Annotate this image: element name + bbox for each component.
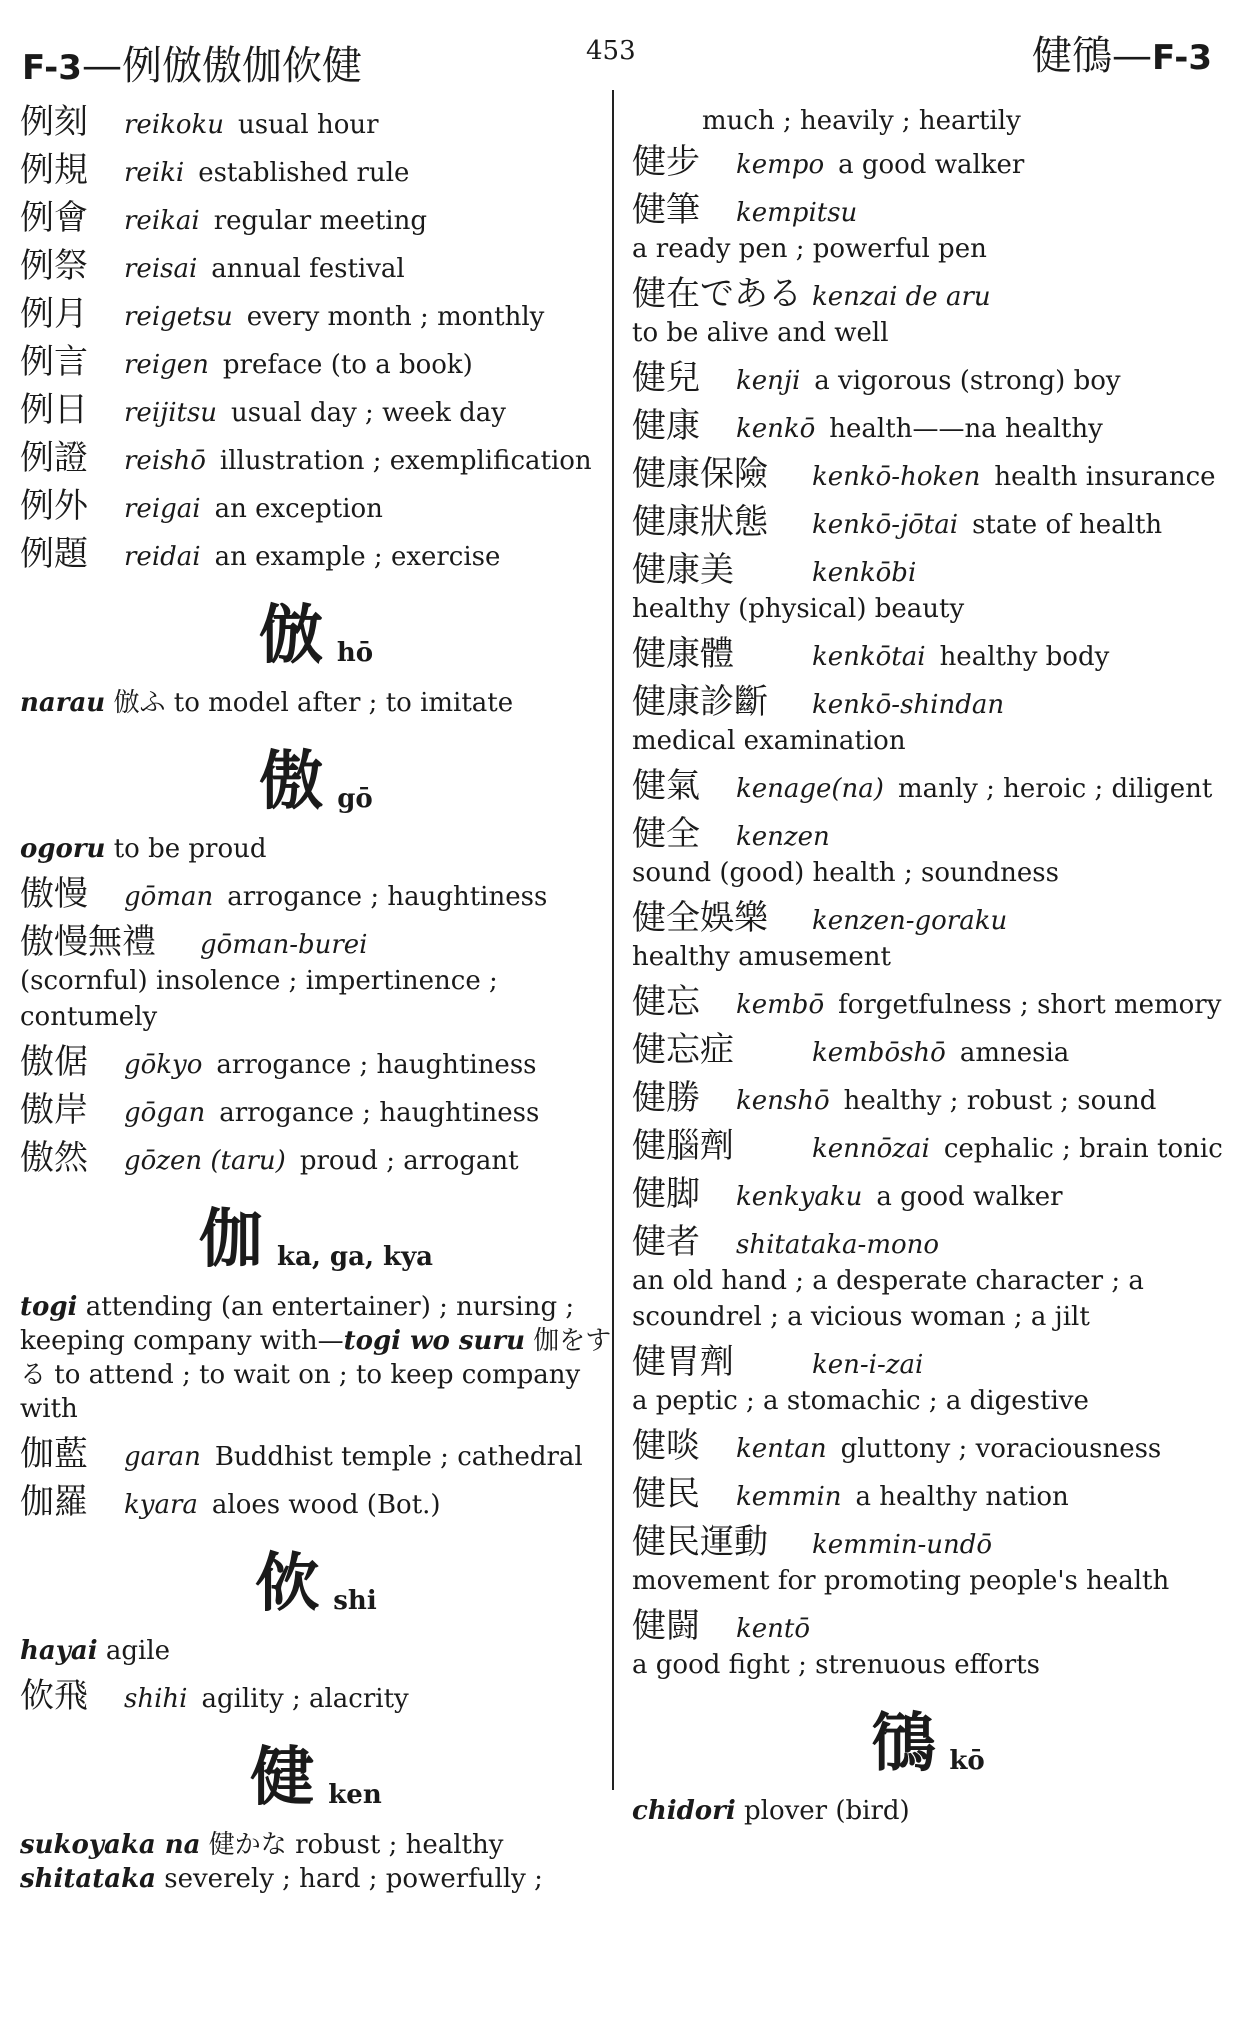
entry-definition: arrogance ; haughtiness (227, 882, 548, 912)
entry-kanji: 健康診斷 (632, 682, 768, 722)
headword-ken: 健ken (250, 1741, 382, 1815)
dictionary-entry (20, 1044, 612, 1083)
dictionary-entry (20, 152, 612, 191)
entry-romaji: kenji (736, 366, 801, 396)
entry-definition: an example ; exercise (214, 542, 501, 572)
entry-definition: a good walker (838, 150, 1025, 180)
dictionary-entry (632, 1476, 1224, 1515)
dictionary-entry (632, 408, 1224, 447)
entry-romaji: kenkyaku (736, 1182, 863, 1212)
entry-definition: a ready pen ; powerful pen (632, 234, 987, 264)
entry-romaji: kenzen (736, 822, 830, 852)
dictionary-entry (20, 1484, 612, 1523)
entry-definition: health insurance (994, 462, 1216, 492)
entry-romaji: kemmin-undō (812, 1530, 993, 1560)
dictionary-entry (632, 456, 1224, 495)
entry-kanji: 健筆 (632, 190, 700, 230)
entry-definition: every month ; monthly (246, 302, 545, 332)
entry-kanji: 健在である (632, 274, 802, 314)
entry-kanji: 伽羅 (20, 1482, 88, 1522)
dictionary-entry (20, 392, 612, 431)
entry-kanji: 健康體 (632, 634, 734, 674)
entry-definition: (scornful) insolence ; impertinence ; contumely (20, 966, 498, 1032)
entry-kanji: 例證 (20, 438, 88, 478)
page-number: 453 (586, 36, 636, 66)
dictionary-entry (632, 276, 1224, 351)
ken-compound-entries (632, 144, 1224, 1683)
entry-kanji: 健康 (632, 406, 700, 446)
entry-definition: regular meeting (213, 206, 427, 236)
entry-kanji: 健康狀態 (632, 502, 768, 542)
entry-kanji: 例祭 (20, 246, 88, 286)
dictionary-entry (632, 636, 1224, 675)
entry-kanji: 傲然 (20, 1138, 88, 1178)
dictionary-entry (20, 536, 612, 575)
entry-kanji: 健氣 (632, 766, 700, 806)
entry-kanji: 健胃劑 (632, 1342, 734, 1382)
dictionary-entry (632, 504, 1224, 543)
headword-shi: 佽shi (255, 1547, 377, 1621)
dictionary-entry (20, 104, 612, 143)
entry-romaji: reisai (124, 254, 198, 284)
header-left (22, 34, 362, 91)
entry-romaji: reidai (124, 542, 201, 572)
entry-kanji: 健闘 (632, 1606, 700, 1646)
entry-definition: preface (to a book) (222, 350, 473, 380)
entry-kanji: 例外 (20, 486, 88, 526)
entry-kanji: 健忘 (632, 982, 700, 1022)
entry-definition: amnesia (959, 1038, 1070, 1068)
entry-romaji: reiki (124, 158, 185, 188)
ka-entries (20, 1436, 612, 1523)
dictionary-entry (20, 344, 612, 383)
entry-definition: medical examination (632, 726, 906, 756)
dictionary-entry (632, 1344, 1224, 1419)
dictionary-entry (20, 1436, 612, 1475)
entry-romaji: kenzen-goraku (812, 906, 1008, 936)
entry-romaji: kempo (736, 150, 825, 180)
entry-romaji: reishō (124, 446, 206, 476)
entry-definition: established rule (198, 158, 410, 188)
entry-romaji: kenkō (736, 414, 816, 444)
entry-kanji: 健兒 (632, 358, 700, 398)
dictionary-entry (632, 1224, 1224, 1335)
headword-ho: 倣hō (258, 599, 374, 673)
header-kanji-range-right: 健鴴— (1032, 33, 1153, 79)
entry-definition: gluttony ; voraciousness (840, 1434, 1162, 1464)
entry-kanji: 健康美 (632, 550, 734, 590)
entry-romaji: gōkyo (124, 1050, 203, 1080)
entry-kanji: 例題 (20, 534, 88, 574)
entry-definition: state of health (972, 510, 1163, 540)
entry-romaji: kenkō-shindan (812, 690, 1005, 720)
entry-romaji: ken-i-zai (812, 1350, 924, 1380)
entry-romaji: reikoku (124, 110, 225, 140)
entry-kanji: 佽飛 (20, 1676, 88, 1716)
dictionary-entry (20, 1140, 612, 1179)
rei-entries (20, 104, 612, 575)
entry-definition: health——na healthy (829, 414, 1103, 444)
entry-romaji: kemmin (736, 1482, 842, 1512)
entry-definition: manly ; heroic ; diligent (897, 774, 1213, 804)
entry-kanji: 例刻 (20, 102, 88, 142)
entry-kanji: 傲慢無禮 (20, 922, 156, 962)
entry-definition: Buddhist temple ; cathedral (214, 1442, 583, 1472)
header-right (1032, 24, 1212, 81)
dictionary-entry (632, 1032, 1224, 1071)
dictionary-entry (20, 440, 612, 479)
entry-kanji: 健啖 (632, 1426, 700, 1466)
entry-kanji: 健勝 (632, 1078, 700, 1118)
entry-romaji: kenzai de aru (812, 282, 991, 312)
entry-romaji: reigetsu (124, 302, 233, 332)
entry-kanji: 健民運動 (632, 1522, 768, 1562)
headword-ka: 伽ka, ga, kya (198, 1203, 434, 1277)
entry-definition: agility ; alacrity (201, 1684, 409, 1714)
dictionary-entry (20, 488, 612, 527)
dictionary-entry (632, 144, 1224, 183)
entry-romaji: reigai (124, 494, 201, 524)
ken-definition: sukoyaka na 健かな robust ; healthy shitataka severely ; hard ; powerfully ; (20, 1830, 543, 1894)
entry-kanji: 健脚 (632, 1174, 700, 1214)
dictionary-entry (632, 552, 1224, 627)
entry-kanji: 傲慢 (20, 874, 88, 914)
entry-romaji: shihi (124, 1684, 188, 1714)
left-column (20, 104, 612, 1906)
entry-kanji: 伽藍 (20, 1434, 88, 1474)
entry-kanji: 例月 (20, 294, 88, 334)
entry-romaji: kyara (124, 1490, 198, 1520)
entry-definition: a peptic ; a stomachic ; a digestive (632, 1386, 1089, 1416)
entry-romaji: kenkōbi (812, 558, 917, 588)
dictionary-entry (632, 360, 1224, 399)
dictionary-entry (632, 984, 1224, 1023)
dictionary-entry (20, 248, 612, 287)
entry-definition: sound (good) health ; soundness (632, 858, 1059, 888)
headword-ko: 鴴kō (871, 1707, 985, 1781)
entry-romaji: kembō (736, 990, 825, 1020)
entry-romaji: kentō (736, 1614, 810, 1644)
dictionary-entry (632, 1080, 1224, 1119)
entry-definition: arrogance ; haughtiness (219, 1098, 540, 1128)
entry-definition: healthy ; robust ; sound (843, 1086, 1157, 1116)
dictionary-entry (632, 192, 1224, 267)
column-divider (612, 90, 614, 1790)
entry-kanji: 例規 (20, 150, 88, 190)
entry-definition: arrogance ; haughtiness (216, 1050, 537, 1080)
dictionary-entry (632, 1608, 1224, 1683)
dictionary-entry (20, 1092, 612, 1131)
ko-definition: chidori plover (bird) (632, 1796, 910, 1826)
header-kanji-range: —例倣傲伽佽健 (81, 43, 362, 89)
entry-definition: cephalic ; brain tonic (943, 1134, 1223, 1164)
entry-definition: movement for promoting people's health (632, 1566, 1170, 1596)
entry-romaji: garan (124, 1442, 201, 1472)
section-code: F-3 (22, 48, 82, 88)
entry-kanji: 例會 (20, 198, 88, 238)
entry-definition: usual hour (238, 110, 379, 140)
entry-romaji: kenkōtai (812, 642, 926, 672)
entry-definition: illustration ; exemplification (219, 446, 592, 476)
dictionary-entry (20, 200, 612, 239)
entry-definition: forgetfulness ; short memory (838, 990, 1222, 1020)
entry-romaji: kenshō (736, 1086, 830, 1116)
entry-kanji: 傲岸 (20, 1090, 88, 1130)
entry-kanji: 健民 (632, 1474, 700, 1514)
entry-definition: a vigorous (strong) boy (814, 366, 1121, 396)
ho-definition: narau 倣ふ to model after ; to imitate (20, 688, 514, 718)
shi-definition: hayai agile (20, 1636, 171, 1666)
dictionary-entry (20, 1678, 612, 1717)
right-column (632, 104, 1224, 1838)
dictionary-entry (632, 684, 1224, 759)
entry-romaji: reikai (124, 206, 200, 236)
go-definition: ogoru to be proud (20, 834, 267, 864)
entry-romaji: gōgan (124, 1098, 206, 1128)
dictionary-entry (632, 1428, 1224, 1467)
ka-definition: togi attending (an entertainer) ; nursing ; keeping company with—togi wo suru 伽をする to attend ; to wait on ; to keep company with (20, 1292, 612, 1424)
dictionary-entry (20, 924, 612, 1035)
entry-kanji: 健全娛樂 (632, 898, 768, 938)
dictionary-entry (632, 1524, 1224, 1599)
continued-definition: much ; heavily ; heartily (702, 106, 1021, 136)
entry-kanji: 健忘症 (632, 1030, 734, 1070)
entry-kanji: 健者 (632, 1222, 700, 1262)
entry-romaji: kenage(na) (736, 774, 884, 804)
entry-kanji: 健步 (632, 142, 700, 182)
entry-definition: healthy amusement (632, 942, 891, 972)
entry-romaji: kenkō-jōtai (812, 510, 959, 540)
entry-romaji: kentan (736, 1434, 827, 1464)
entry-romaji: gōman (124, 882, 214, 912)
dictionary-entry (632, 1128, 1224, 1167)
section-code-right: F-3 (1152, 38, 1212, 78)
shi-entries (20, 1678, 612, 1717)
entry-kanji: 健腦劑 (632, 1126, 734, 1166)
entry-romaji: gōzen (taru) (124, 1146, 286, 1176)
dictionary-entry (20, 876, 612, 915)
entry-definition: healthy (physical) beauty (632, 594, 965, 624)
entry-definition: aloes wood (Bot.) (211, 1490, 441, 1520)
entry-definition: to be alive and well (632, 318, 889, 348)
entry-romaji: kennōzai (812, 1134, 930, 1164)
entry-kanji: 例言 (20, 342, 88, 382)
entry-definition: an old hand ; a desperate character ; a scoundrel ; a vicious woman ; a jilt (632, 1266, 1144, 1332)
entry-kanji: 健全 (632, 814, 700, 854)
entry-definition: annual festival (211, 254, 405, 284)
entry-romaji: kembōshō (812, 1038, 946, 1068)
entry-kanji: 例日 (20, 390, 88, 430)
entry-romaji: kenkō-hoken (812, 462, 981, 492)
entry-romaji: reijitsu (124, 398, 218, 428)
dictionary-entry (632, 900, 1224, 975)
go-entries (20, 876, 612, 1179)
entry-romaji: shitataka-mono (736, 1230, 940, 1260)
entry-definition: a good walker (876, 1182, 1063, 1212)
entry-definition: proud ; arrogant (299, 1146, 519, 1176)
entry-romaji: reigen (124, 350, 209, 380)
entry-definition: usual day ; week day (231, 398, 506, 428)
entry-definition: a healthy nation (855, 1482, 1069, 1512)
dictionary-entry (632, 816, 1224, 891)
entry-definition: a good fight ; strenuous efforts (632, 1650, 1040, 1680)
headword-go: 傲gō (259, 745, 373, 819)
dictionary-entry (632, 1176, 1224, 1215)
entry-definition: an exception (214, 494, 383, 524)
dictionary-entry (632, 768, 1224, 807)
entry-definition: healthy body (939, 642, 1110, 672)
entry-kanji: 傲倨 (20, 1042, 88, 1082)
entry-kanji: 健康保險 (632, 454, 768, 494)
entry-romaji: gōman-burei (200, 930, 368, 960)
entry-romaji: kempitsu (736, 198, 858, 228)
dictionary-entry (20, 296, 612, 335)
